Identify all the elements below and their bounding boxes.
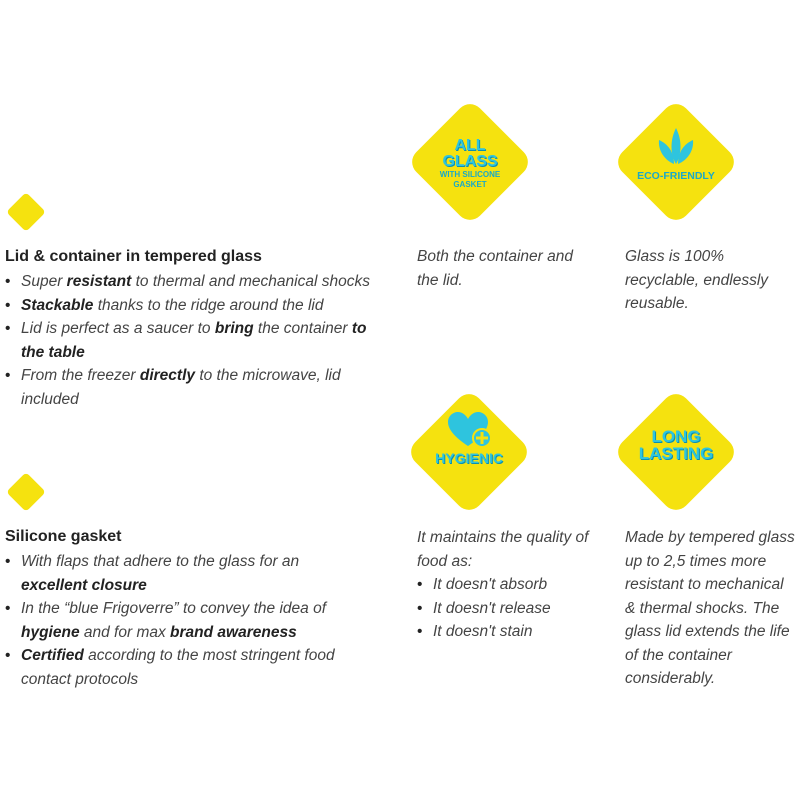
list-item: • Stackable thanks to the ridge around the lid [5,294,405,318]
section2-col3: Made by tempered glass up to 2,5 times more resistant to mechanical & thermal shocks. The glass lid extends the life of the container considerably. [625,529,795,687]
section-marker-gasket [6,472,46,512]
heart-plus-icon [446,410,494,455]
section2-col2-intro: It maintains the quality of food as: [417,529,589,570]
section1-heading: Lid & container in tempered glass [5,248,262,265]
long-lasting-line1: LONG [651,427,701,446]
list-item: • It doesn't absorb [417,573,597,597]
section1-col3: Glass is 100% recyclable, endlessly reusable. [625,248,769,312]
list-item: • Super resistant to thermal and mechanical shocks [5,270,405,294]
list-item: • With flaps that adhere to the glass for an excellent closure [5,550,341,597]
section2-col2 [417,526,597,644]
section2-bullets [5,550,355,691]
all-glass-line4: GASKET [453,180,487,189]
all-glass-line3: WITH SILICONE [439,170,501,179]
all-glass-line1: ALL [454,137,486,154]
hygienic-label: HYGIENIC [435,450,503,466]
list-item: • From the freezer directly to the microwave, lid included [5,364,371,411]
section-marker-glass [6,192,46,232]
leaves-icon [656,118,696,171]
section1-bullets [5,270,405,411]
all-glass-badge-text [420,138,520,189]
long-lasting-badge-text [621,428,731,462]
section2-col2-list [417,573,597,644]
all-glass-line2: GLASS [442,153,498,170]
eco-friendly-label: ECO-FRIENDLY [637,170,715,182]
section1-col2: Both the container and the lid. [417,248,573,289]
long-lasting-line2: LASTING [638,444,714,463]
list-item: • In the “blue Frigoverre” to convey the idea of hygiene and for max brand awareness [5,597,366,644]
list-item: • Certified according to the most stringent food contact protocols [5,644,366,691]
list-item: • It doesn't stain [417,620,597,644]
list-item: • Lid is perfect as a saucer to bring the container to the table [5,317,381,364]
section2-heading: Silicone gasket [5,528,122,545]
list-item: • It doesn't release [417,597,597,621]
